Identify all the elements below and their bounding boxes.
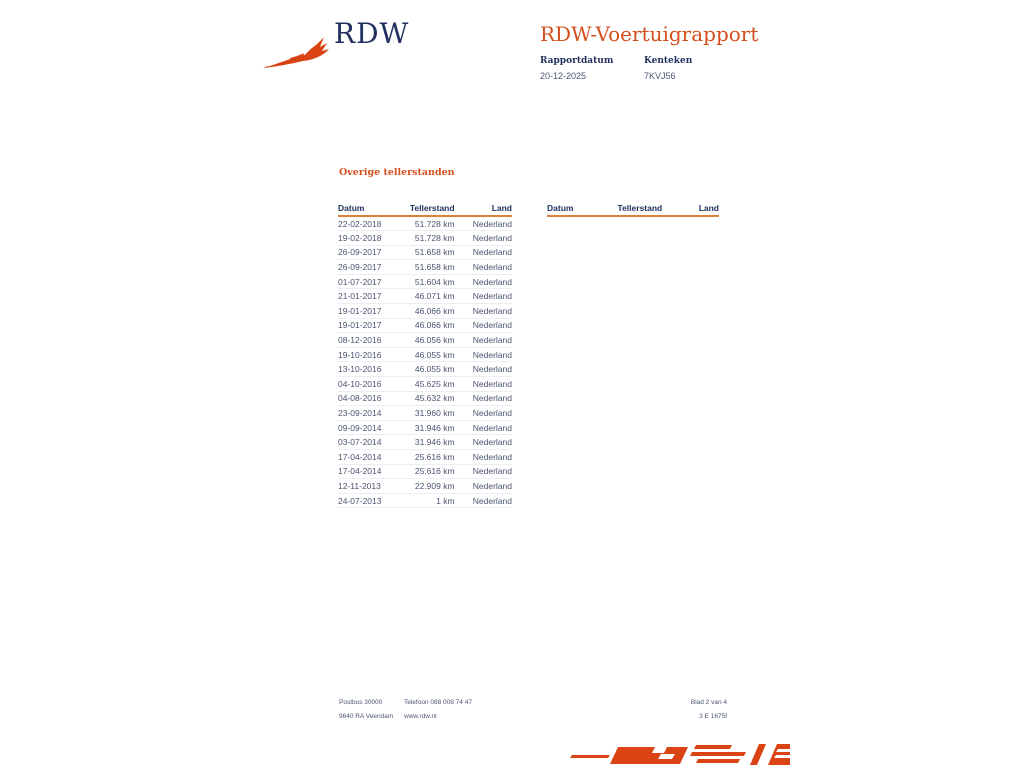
cell-tellerstand: 25.616 km <box>409 450 454 465</box>
odometer-table-left <box>338 203 512 508</box>
cell-tellerstand: 45.625 km <box>409 377 454 392</box>
cell-datum: 09-09-2014 <box>338 420 409 435</box>
cell-land: Nederland <box>455 260 512 275</box>
table-row <box>338 347 512 362</box>
cell-tellerstand: 51.604 km <box>409 274 454 289</box>
cell-land: Nederland <box>455 245 512 260</box>
license-plate-label: Kenteken <box>644 56 693 66</box>
cell-datum: 26-09-2017 <box>338 245 409 260</box>
cell-land: Nederland <box>455 450 512 465</box>
column-header-land: Land <box>662 203 719 216</box>
cell-datum: 13-10-2016 <box>338 362 409 377</box>
cell-land: Nederland <box>455 231 512 246</box>
cell-tellerstand: 51.728 km <box>409 231 454 246</box>
cell-land: Nederland <box>455 420 512 435</box>
rdw-wordmark: RDW <box>334 17 410 50</box>
rdw-logo-detail-graphic <box>552 742 790 768</box>
cell-datum: 17-04-2014 <box>338 464 409 479</box>
cell-land: Nederland <box>455 406 512 421</box>
license-plate-block <box>644 55 719 82</box>
cell-datum: 01-07-2017 <box>338 274 409 289</box>
cell-land: Nederland <box>455 289 512 304</box>
cell-tellerstand: 46.055 km <box>409 362 454 377</box>
cell-land: Nederland <box>455 216 512 231</box>
cell-land: Nederland <box>455 318 512 333</box>
rdw-feather-logo-icon <box>263 32 331 70</box>
cell-tellerstand: 31.946 km <box>409 420 454 435</box>
odometer-table-right <box>547 203 719 217</box>
report-date-value: 20-12-2025 <box>540 71 587 81</box>
table-row <box>338 377 512 392</box>
cell-tellerstand: 45.632 km <box>409 391 454 406</box>
footer-contact <box>404 699 472 721</box>
column-header-datum: Datum <box>547 203 618 216</box>
footer-page-indicator: Blad 2 van 4 <box>690 699 727 706</box>
odometer-table-right-header <box>547 203 719 216</box>
cell-tellerstand: 22.909 km <box>409 479 454 494</box>
cell-datum: 19-01-2017 <box>338 318 409 333</box>
report-title: RDW-Voertuigrapport <box>540 22 759 46</box>
cell-tellerstand: 31.960 km <box>409 406 454 421</box>
cell-tellerstand: 51.658 km <box>409 260 454 275</box>
table-row <box>338 274 512 289</box>
table-row <box>338 406 512 421</box>
cell-datum: 19-01-2017 <box>338 304 409 319</box>
column-header-tellerstand: Tellerstand <box>618 203 663 216</box>
report-date-block <box>540 55 615 82</box>
column-header-datum: Datum <box>338 203 409 216</box>
cell-land: Nederland <box>455 333 512 348</box>
report-meta <box>540 55 719 82</box>
cell-datum: 23-09-2014 <box>338 406 409 421</box>
cell-land: Nederland <box>455 479 512 494</box>
cell-tellerstand: 1 km <box>409 493 454 508</box>
footer-po-box: Postbus 30000 <box>339 699 383 706</box>
table-row <box>338 420 512 435</box>
cell-tellerstand: 46.071 km <box>409 289 454 304</box>
footer-phone: Telefoon 088 008 74 47 <box>404 699 472 706</box>
cell-datum: 21-01-2017 <box>338 289 409 304</box>
cell-datum: 26-09-2017 <box>338 260 409 275</box>
cell-tellerstand: 31.946 km <box>409 435 454 450</box>
cell-tellerstand: 46.066 km <box>409 318 454 333</box>
table-row <box>338 304 512 319</box>
odometer-table-left-body <box>338 216 512 508</box>
table-row <box>338 231 512 246</box>
table-row <box>338 245 512 260</box>
cell-land: Nederland <box>455 304 512 319</box>
cell-tellerstand: 51.728 km <box>409 216 454 231</box>
footer-website: www.rdw.nl <box>404 713 437 720</box>
cell-land: Nederland <box>455 435 512 450</box>
cell-datum: 22-02-2018 <box>338 216 409 231</box>
table-row <box>338 391 512 406</box>
license-plate-value: 7KVJ56 <box>644 71 676 81</box>
footer-form-code: 3 E 1675f <box>699 713 727 720</box>
table-row <box>338 479 512 494</box>
odometer-table-left-header <box>338 203 512 216</box>
report-date-label: Rapportdatum <box>540 56 614 66</box>
table-row <box>338 493 512 508</box>
table-row <box>338 362 512 377</box>
cell-datum: 08-12-2016 <box>338 333 409 348</box>
table-row <box>338 289 512 304</box>
table-row <box>338 318 512 333</box>
cell-land: Nederland <box>455 391 512 406</box>
table-row <box>338 435 512 450</box>
cell-land: Nederland <box>455 377 512 392</box>
table-row <box>338 260 512 275</box>
cell-land: Nederland <box>455 347 512 362</box>
cell-datum: 04-08-2016 <box>338 391 409 406</box>
cell-datum: 19-02-2018 <box>338 231 409 246</box>
cell-datum: 04-10-2016 <box>338 377 409 392</box>
cell-datum: 19-10-2016 <box>338 347 409 362</box>
footer-city: 9640 RA Veendam <box>339 713 394 720</box>
cell-land: Nederland <box>455 493 512 508</box>
footer-address <box>339 699 393 721</box>
cell-datum: 24-07-2013 <box>338 493 409 508</box>
cell-datum: 03-07-2014 <box>338 435 409 450</box>
column-header-land: Land <box>455 203 512 216</box>
cell-tellerstand: 51.658 km <box>409 245 454 260</box>
table-row <box>338 450 512 465</box>
cell-land: Nederland <box>455 464 512 479</box>
cell-datum: 12-11-2013 <box>338 479 409 494</box>
cell-land: Nederland <box>455 362 512 377</box>
cell-tellerstand: 46.066 km <box>409 304 454 319</box>
cell-datum: 17-04-2014 <box>338 450 409 465</box>
table-row <box>338 464 512 479</box>
section-title-overige-tellerstanden: Overige tellerstanden <box>339 167 455 178</box>
column-header-tellerstand: Tellerstand <box>409 203 454 216</box>
table-row <box>338 216 512 231</box>
cell-land: Nederland <box>455 274 512 289</box>
cell-tellerstand: 25.616 km <box>409 464 454 479</box>
cell-tellerstand: 46.055 km <box>409 347 454 362</box>
footer-page-info <box>600 699 727 721</box>
cell-tellerstand: 46.056 km <box>409 333 454 348</box>
table-row <box>338 333 512 348</box>
